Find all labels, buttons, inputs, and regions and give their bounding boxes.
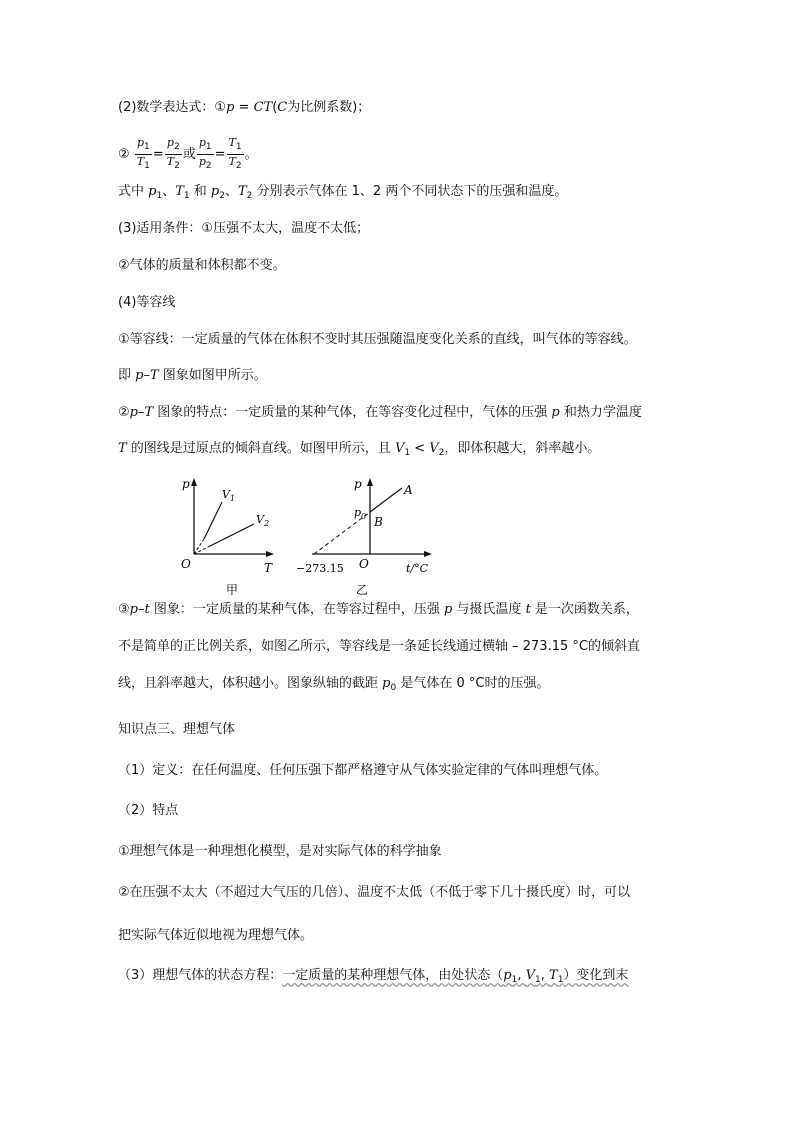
circle-2: ② <box>118 147 130 162</box>
ideal-gas-feature-1: ①理想气体是一种理想化模型，是对实际气体的科学抽象 <box>118 844 442 859</box>
p-label: p <box>354 477 362 491</box>
var-ct: CT <box>253 100 273 115</box>
var-c: C <box>277 100 288 115</box>
period: 。 <box>244 147 258 162</box>
expression-suffix: 为比例系数)； <box>287 100 371 115</box>
section-isochore: (4)等容线 <box>118 295 176 310</box>
v1-line <box>204 502 222 539</box>
ideal-gas-features: （2）特点 <box>118 803 179 818</box>
t-label: T <box>264 561 273 575</box>
caption-yi: 乙 <box>356 583 369 597</box>
caption-jia: 甲 <box>226 583 239 597</box>
equals: = <box>214 147 226 162</box>
ideal-gas-feature-2: ②在压强不太大（不超过大气压的几倍）、温度不太低（不低于零下几十摄氏度）时，可以 <box>118 885 631 900</box>
isochore-line <box>370 488 402 512</box>
neg-273-label: −273.15 <box>296 562 344 575</box>
expression-label: (2)数学表达式：① <box>118 100 227 115</box>
x-arrow <box>266 551 274 557</box>
pt-graph-intro: 即 p–T 图象如图甲所示。 <box>118 368 267 383</box>
condition-line: (3)适用条件：①压强不太大，温度不太低； <box>118 221 370 236</box>
fraction-t1-t2: $\frac{T_1}{T_2}$ <box>228 136 242 171</box>
p-label: p <box>182 477 190 491</box>
x-arrow <box>424 551 432 557</box>
p0-label: $p_0$ <box>354 506 367 521</box>
point-b-label: B <box>374 515 383 529</box>
equals: = <box>234 100 254 115</box>
expression-line <box>118 100 370 116</box>
origin-label: O <box>359 557 369 571</box>
pt-celsius-graph-3: 线，且斜率越大，体积越小。图象纵轴的截距 $p_0$ 是气体在 0 °C时的压强。 <box>118 676 550 693</box>
section-ideal-gas: 知识点三、理想气体 <box>118 722 236 737</box>
pt-celsius-graph: ③p–t 图象：一定质量的某种气体，在等容过程中，压强 p 与摄氏温度 t 是一次函数关系， <box>118 602 639 617</box>
or-text: 或 <box>182 147 196 162</box>
variable-explanation: 式中 $p_1$、$T_1$ 和 $p_2$、$T_2$ 分别表示气体在 1、2 两个不同状态下的压强和温度。 <box>118 184 568 201</box>
v2-label: $V_2$ <box>256 513 270 528</box>
y-arrow <box>367 478 373 486</box>
pt-graph-feature: ②p–T 图象的特点：一定质量的某种气体，在等容变化过程中，气体的压强 p 和热力学温度 <box>118 405 642 420</box>
y-arrow <box>191 478 197 486</box>
pt-graph-feature-2: T 的图线是过原点的倾斜直线。如图甲所示，且 $V_1 < V_2$，即体积越大，斜率越小。 <box>118 441 601 458</box>
var-p: p <box>226 100 235 115</box>
formula-line <box>118 136 258 173</box>
isochore-definition: ①等容线：一定质量的气体在体积不变时其压强随温度变化关系的直线，叫气体的等容线。 <box>118 332 637 347</box>
figure-jia <box>170 474 290 598</box>
pt-celsius-graph-2: 不是简单的正比例关系，如图乙所示，等容线是一条延长线通过横轴 – 273.15 °C的倾斜直 <box>118 639 640 654</box>
state-equation: （3）理想气体的状态方程：一定质量的某种理想气体，由处状态（$p_1$, $V_1$, $T_1$）变化到末 <box>118 968 629 985</box>
v2-dashed <box>194 546 210 554</box>
fraction-p1-p2: $\frac{p_1}{p_2}$ <box>198 136 212 171</box>
ideal-gas-definition: （1）定义：在任何温度、任何压强下都严格遵守从气体实验定律的气体叫理想气体。 <box>118 763 608 778</box>
condition-line-2: ②气体的质量和体积都不变。 <box>118 258 286 273</box>
v2-line <box>210 524 254 546</box>
t-axis-label: t/°C <box>406 562 429 575</box>
ideal-gas-feature-2b: 把实际气体近似地视为理想气体。 <box>118 928 314 943</box>
v1-label: $V_1$ <box>222 488 236 503</box>
paren: ( <box>272 100 278 115</box>
equals: = <box>152 147 164 162</box>
origin-label: O <box>181 557 191 571</box>
fraction-p2-t2: $\frac{p_2}{T_2}$ <box>166 136 180 171</box>
point-a-label: A <box>404 483 413 497</box>
figure-yi <box>290 474 440 598</box>
fraction-p1-t1: $\frac{p_1}{T_1}$ <box>136 136 150 171</box>
